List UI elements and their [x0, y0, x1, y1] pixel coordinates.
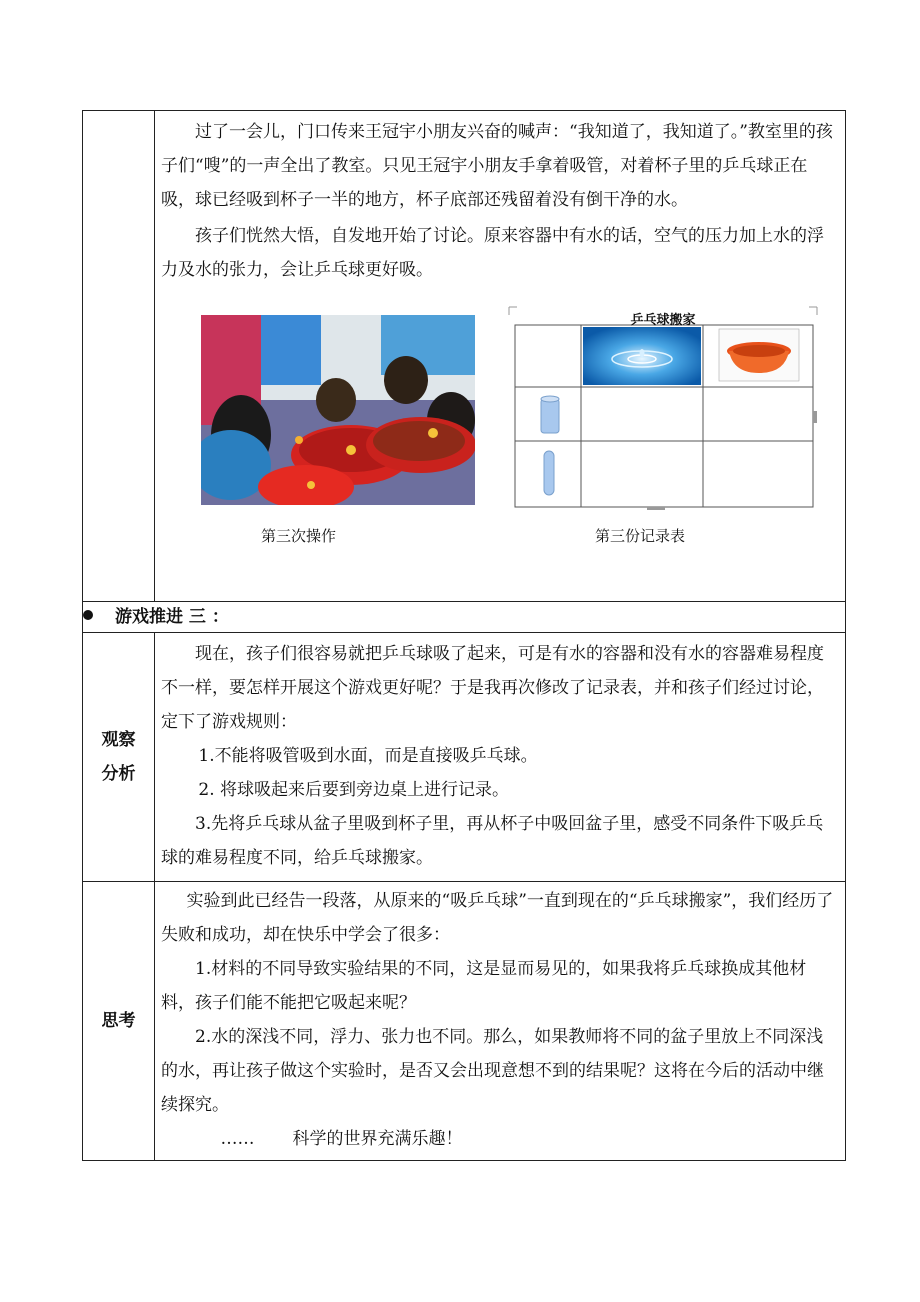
figures-area — [161, 301, 839, 551]
observe-content-cell — [155, 633, 846, 882]
story-row — [83, 111, 846, 602]
think-label: 思考 — [101, 1011, 136, 1031]
think-content-cell — [155, 882, 846, 1161]
story-content-cell — [155, 111, 846, 602]
record-sheet-figure — [507, 301, 819, 511]
observe-row — [83, 633, 846, 882]
story-paragraph-2: 孩子们恍然大悟，自发地开始了讨论。原来容器中有水的话，空气的压力加上水的浮力及水的张力，会让乒乓球更好吸。 — [161, 226, 824, 280]
third-operation-photo — [201, 315, 475, 505]
story-paragraph-1: 过了一会儿，门口传来王冠宇小朋友兴奋的喊声：“我知道了，我知道了。”教室里的孩子们“嗖”的一声全出了教室。只见王冠宇小朋友手拿着吸管，对着杯子里的乒乓球正在吸，球已经吸到杯子一半的地方，杯子底部还残留着没有倒干净的水。 — [161, 122, 833, 210]
rule-3: 3.先将乒乓球从盆子里吸到杯子里，再从杯子中吸回盆子里，感受不同条件下吸乒乓球的难易程度不同，给乒乓球搬家。 — [161, 814, 824, 868]
think-intro: 实验到此已经告一段落，从原来的“吸乒乓球”一直到现在的“乒乓球搬家”，我们经历了失败和成功，却在快乐中学会了很多： — [161, 891, 834, 945]
bullet-icon — [83, 610, 93, 620]
section-row — [83, 602, 846, 633]
observe-label-cell — [83, 633, 155, 882]
story-label-cell — [83, 111, 155, 602]
record-sheet-title: 乒乓球搬家 — [630, 313, 696, 328]
section-title: 游戏推进 三 ： — [115, 607, 229, 627]
photo-caption: 第三次操作 — [261, 527, 337, 545]
rule-1: 1.不能将吸管吸到水面，而是直接吸乒乓球。 — [198, 746, 538, 766]
section-heading — [83, 602, 846, 633]
observe-label-line2: 分析 — [101, 764, 136, 784]
document-table-wrapper — [82, 110, 846, 1161]
observe-label-line1: 观察 — [101, 730, 136, 750]
think-item-1: 1.材料的不同导致实验结果的不同，这是显而易见的，如果我将乒乓球换成其他材料，孩子们能不能把它吸起来呢？ — [161, 959, 807, 1013]
record-caption: 第三份记录表 — [595, 527, 686, 545]
think-item-2: 2.水的深浅不同，浮力、张力也不同。那么，如果教师将不同的盆子里放上不同深浅的水，再让孩子做这个实验时，是否又会出现意想不到的结果呢？这将在今后的活动中继续探究。 — [161, 1027, 824, 1115]
observe-intro: 现在，孩子们很容易就把乒乓球吸了起来，可是有水的容器和没有水的容器难易程度不一样，要怎样开展这个游戏更好呢？于是我再次修改了记录表，并和孩子们经过讨论，定下了游戏规则： — [161, 644, 824, 732]
think-ending — [161, 1122, 839, 1156]
ending-text: 科学的世界充满乐趣！ — [292, 1129, 463, 1149]
rule-2: 2. 将球吸起来后要到旁边桌上进行记录。 — [198, 780, 510, 800]
think-label-cell — [83, 882, 155, 1161]
document-table — [82, 110, 846, 1161]
ending-dots: …… — [220, 1129, 255, 1149]
think-row — [83, 882, 846, 1161]
